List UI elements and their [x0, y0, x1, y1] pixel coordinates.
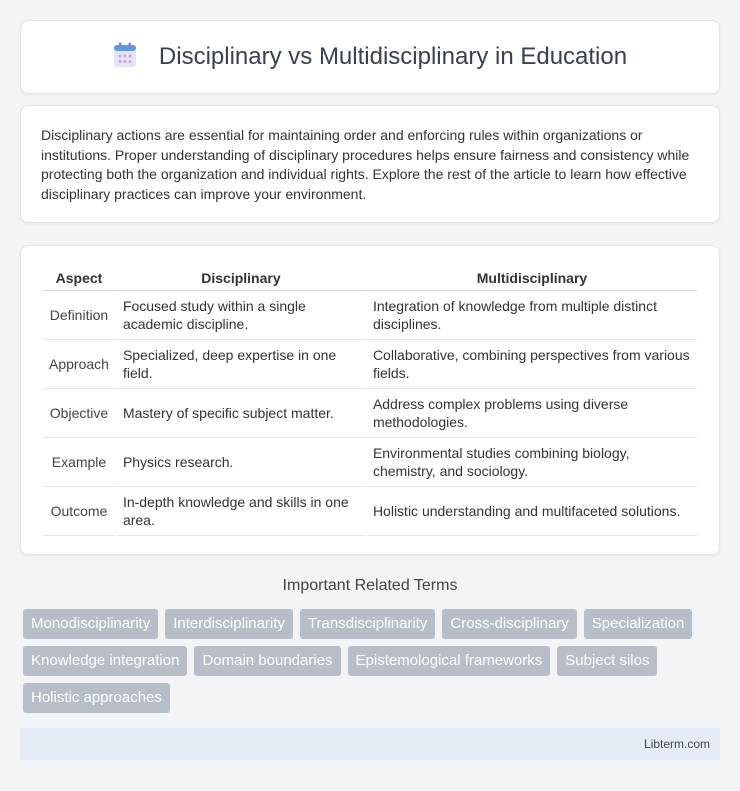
cell-multidisciplinary: Address complex problems using diverse methodologies. [367, 389, 697, 438]
related-terms-title: Important Related Terms [282, 577, 458, 594]
header-multidisciplinary: Multidisciplinary [367, 266, 697, 291]
cell-disciplinary: Mastery of specific subject matter. [117, 389, 367, 438]
header-disciplinary: Disciplinary [117, 266, 367, 291]
tag-holistic-approaches[interactable]: Holistic approaches [23, 683, 170, 713]
tag-transdisciplinarity[interactable]: Transdisciplinarity [300, 609, 435, 639]
cell-disciplinary: In-depth knowledge and skills in one area. [117, 487, 367, 536]
cell-aspect: Objective [43, 389, 117, 438]
tag-epistemological-frameworks[interactable]: Epistemological frameworks [348, 646, 551, 676]
table-row [43, 291, 697, 340]
comparison-table-card [20, 245, 720, 555]
page-title: Disciplinary vs Multidisciplinary in Education [158, 43, 628, 70]
comparison-table [43, 266, 697, 536]
tag-domain-boundaries[interactable]: Domain boundaries [194, 646, 340, 676]
related-terms-list [23, 609, 723, 713]
header-card [20, 20, 720, 94]
cell-disciplinary: Specialized, deep expertise in one field. [117, 340, 367, 389]
cell-multidisciplinary: Environmental studies combining biology, chemistry, and sociology. [367, 438, 697, 487]
header-aspect: Aspect [43, 266, 117, 291]
table-row [43, 389, 697, 438]
tag-subject-silos[interactable]: Subject silos [557, 646, 657, 676]
intro-paragraph: Disciplinary actions are essential for maintaining order and enforcing rules within organizations or institutions. Proper understanding of disciplinary procedures helps ensure fairness and consistency while protecting both the organization and individual rights. Explore the rest of the article to learn how effective disciplinary practices can improve your environment. [41, 127, 690, 202]
cell-multidisciplinary: Integration of knowledge from multiple distinct disciplines. [367, 291, 697, 340]
table-row [43, 340, 697, 389]
cell-disciplinary: Physics research. [117, 438, 367, 487]
cell-multidisciplinary: Collaborative, combining perspectives from various fields. [367, 340, 697, 389]
table-row [43, 438, 697, 487]
cell-multidisciplinary: Holistic understanding and multifaceted solutions. [367, 487, 697, 536]
cell-aspect: Approach [43, 340, 117, 389]
calendar-icon [113, 42, 137, 73]
table-row [43, 487, 697, 536]
intro-card [20, 105, 720, 223]
tag-specialization[interactable]: Specialization [584, 609, 693, 639]
footer-brand[interactable]: Libterm.com [643, 737, 710, 751]
cell-aspect: Definition [43, 291, 117, 340]
tag-monodisciplinarity[interactable]: Monodisciplinarity [23, 609, 158, 639]
cell-disciplinary: Focused study within a single academic discipline. [117, 291, 367, 340]
tag-cross-disciplinary[interactable]: Cross-disciplinary [442, 609, 576, 639]
table-header-row [43, 266, 697, 291]
tag-interdisciplinarity[interactable]: Interdisciplinarity [165, 609, 293, 639]
footer [20, 728, 720, 760]
tag-knowledge-integration[interactable]: Knowledge integration [23, 646, 187, 676]
cell-aspect: Example [43, 438, 117, 487]
cell-aspect: Outcome [43, 487, 117, 536]
